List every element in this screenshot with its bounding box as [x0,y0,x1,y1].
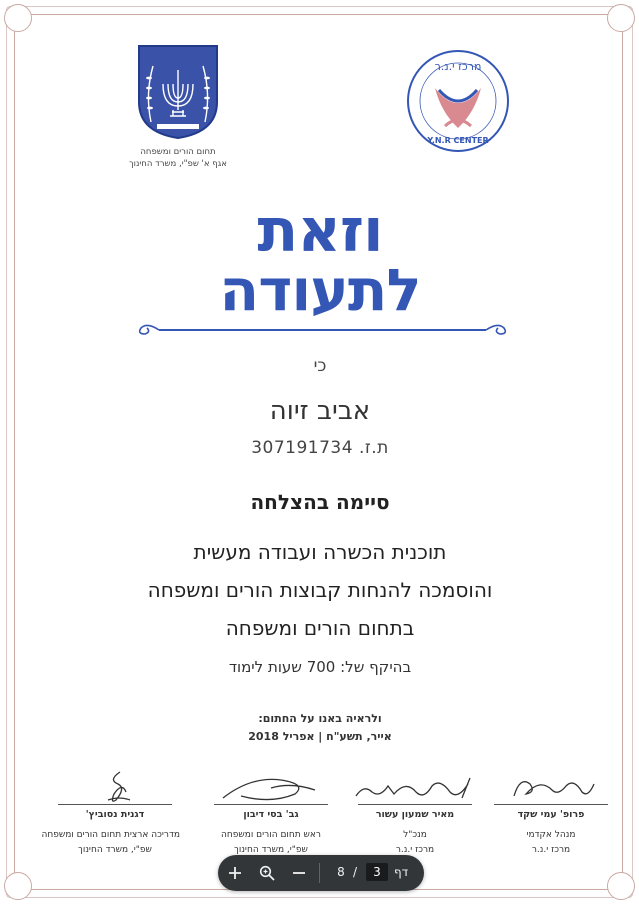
logo-english-text: Y.N.R CENTER [427,136,489,145]
corner-ornament [607,872,635,900]
signer-name: פרופ' עמי שקד [517,809,585,820]
signer-role-line: ראש תחום הורים ומשפחה [221,830,321,840]
zoom-reset-button[interactable] [252,855,282,891]
signer-name: דגנית נסוביץ' [85,809,145,820]
emblem-caption-line: אגף א' שפ"י, משרד החינוך [129,159,227,169]
handwritten-signature [60,770,170,804]
certificate-title [170,196,470,324]
logo-hebrew-text: מרכז י.נ.ר [434,60,482,73]
signer-role-line: מרכז י.נ.ר [395,845,435,855]
signer-role-line: שפ"י, משרד החינוך [234,845,308,855]
signature-line [494,804,608,805]
magnifier-icon [259,865,275,881]
signer-role [206,828,336,858]
minus-icon [292,866,306,880]
pdf-viewer-toolbar [218,855,424,891]
title-line: וזאת [257,196,383,266]
recipient-name: אביב זיוה [269,396,371,426]
witness-date: אייר, תשע"ח | אפריל 2018 [248,730,392,743]
signature-line [58,804,172,805]
signature-line [214,804,328,805]
signer-name: מאיר שמעון עשור [375,809,455,820]
signer-role-line: מרכז י.נ.ר [531,845,571,855]
id-line [60,438,580,458]
zoom-out-button[interactable] [284,855,314,891]
id-label: ת.ז. [358,438,389,458]
handwritten-signature [350,770,480,804]
program-line: תוכנית הכשרה ועבודה מעשית [193,540,447,564]
signer-role-line: מנהל אקדמי [526,830,576,840]
ynr-center-logo [405,48,511,154]
signature-block [41,770,180,858]
signer-role [350,828,480,858]
ki-text: כי [313,356,327,376]
toolbar-separator [319,863,320,883]
witness-line: ולראיה באנו על החתום: [258,712,382,725]
corner-ornament [4,4,32,32]
program-line: בתחום הורים ומשפחה [225,616,415,640]
current-page-input[interactable] [366,863,388,881]
signer-role [486,828,616,858]
scope-line [60,658,580,676]
witness-block [60,710,580,746]
program-description [60,533,580,647]
scope-value: 700 שעות לימוד [228,658,336,676]
signer-name: גב' בסי דיבון [243,809,299,820]
page-label: דף [394,865,409,879]
total-pages: 8 [337,865,345,879]
id-number: 307191734 [251,438,354,458]
plus-icon [228,866,242,880]
page-separator: / [353,865,358,879]
handwritten-signature [496,770,606,804]
emblem-caption [118,146,238,170]
signer-role-line: מדריכה ארצית תחום הורים ומשפחה [41,830,180,840]
ornamental-divider [135,320,510,340]
state-emblem-icon [137,44,219,140]
corner-ornament [607,4,635,32]
zoom-in-button[interactable] [220,855,250,891]
handwritten-signature [211,770,331,804]
emblem-caption-line: תחום הורים ומשפחה [140,147,216,157]
signature-line [358,804,472,805]
signature-block [486,770,616,858]
corner-ornament [4,872,32,900]
program-line: והוסמכה להנחות קבוצות הורים ומשפחה [147,578,493,602]
signer-role-line: שפ"י, משרד החינוך [78,845,152,855]
scope-prefix: בהיקף של: [340,658,412,676]
finished-text: סיימה בהצלחה [250,490,390,514]
signer-role [41,828,180,858]
title-line: לתעודה [219,256,421,324]
signer-role-line: מנכ"ל [403,830,427,840]
signature-block [206,770,336,858]
signature-block [350,770,480,858]
